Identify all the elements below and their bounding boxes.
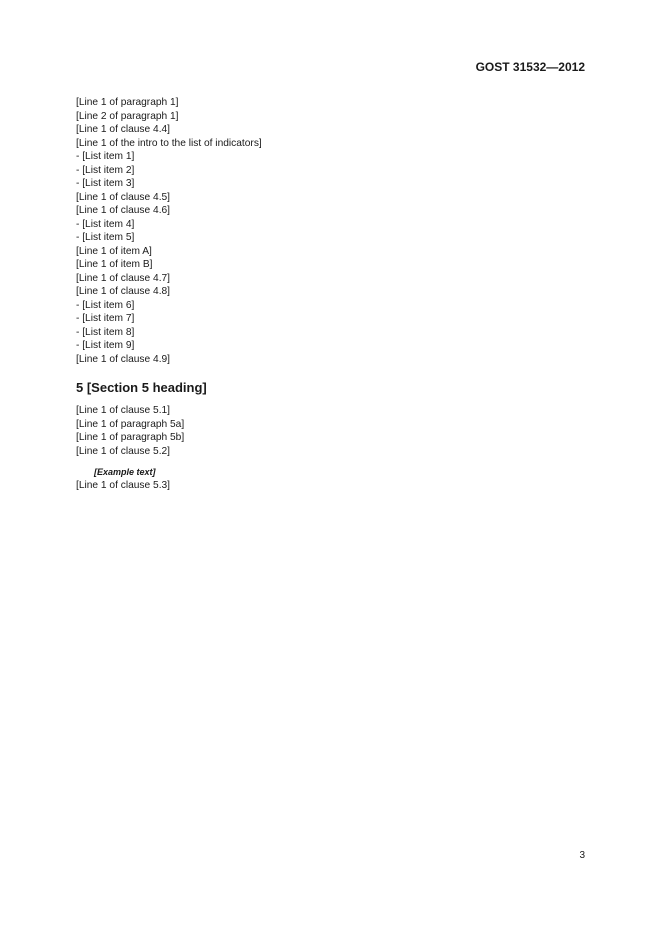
- list-item: - [List item 7]: [76, 313, 135, 324]
- paragraph: [Line 2 of paragraph 1]: [76, 110, 179, 122]
- section-heading: 5 [Section 5 heading]: [76, 380, 207, 395]
- list-item: - [List item 8]: [76, 326, 135, 338]
- paragraph: [Line 1 of clause 4.7]: [76, 272, 171, 284]
- paragraph: [Line 1 of clause 4.6]: [76, 205, 171, 216]
- list-item: - [List item 9]: [76, 340, 135, 351]
- paragraph: [Line 1 of item A]: [76, 245, 152, 257]
- paragraph: [Line 1 of clause 5.2]: [76, 445, 171, 457]
- paragraph: [Line 1 of clause 5.3]: [76, 480, 171, 491]
- body-text: [76, 96, 585, 493]
- page-number: 3: [579, 850, 585, 861]
- paragraph: [Line 1 of clause 4.5]: [76, 191, 171, 203]
- paragraph: [Line 1 of clause 4.8]: [76, 286, 171, 297]
- paragraph: [Line 1 of clause 4.9]: [76, 353, 171, 365]
- list-item: - [List item 3]: [76, 178, 135, 189]
- standard-number-header: GOST 31532—2012: [475, 60, 585, 74]
- paragraph: [Line 1 of item B]: [76, 259, 153, 270]
- paragraph: [Line 1 of clause 5.1]: [76, 405, 171, 416]
- paragraph: [Line 1 of paragraph 5b]: [76, 432, 185, 443]
- paragraph: [Line 1 of paragraph 5a]: [76, 418, 185, 430]
- list-item: - [List item 1]: [76, 151, 135, 162]
- paragraph: [Line 1 of paragraph 1]: [76, 97, 179, 108]
- list-item: - [List item 4]: [76, 218, 135, 230]
- paragraph: [Line 1 of the intro to the list of indicators]: [76, 137, 262, 149]
- list-item: - [List item 2]: [76, 164, 135, 176]
- list-item: - [List item 6]: [76, 299, 135, 311]
- example-note: [Example text]: [94, 467, 156, 477]
- paragraph: [Line 1 of clause 4.4]: [76, 124, 171, 135]
- list-item: - [List item 5]: [76, 232, 135, 243]
